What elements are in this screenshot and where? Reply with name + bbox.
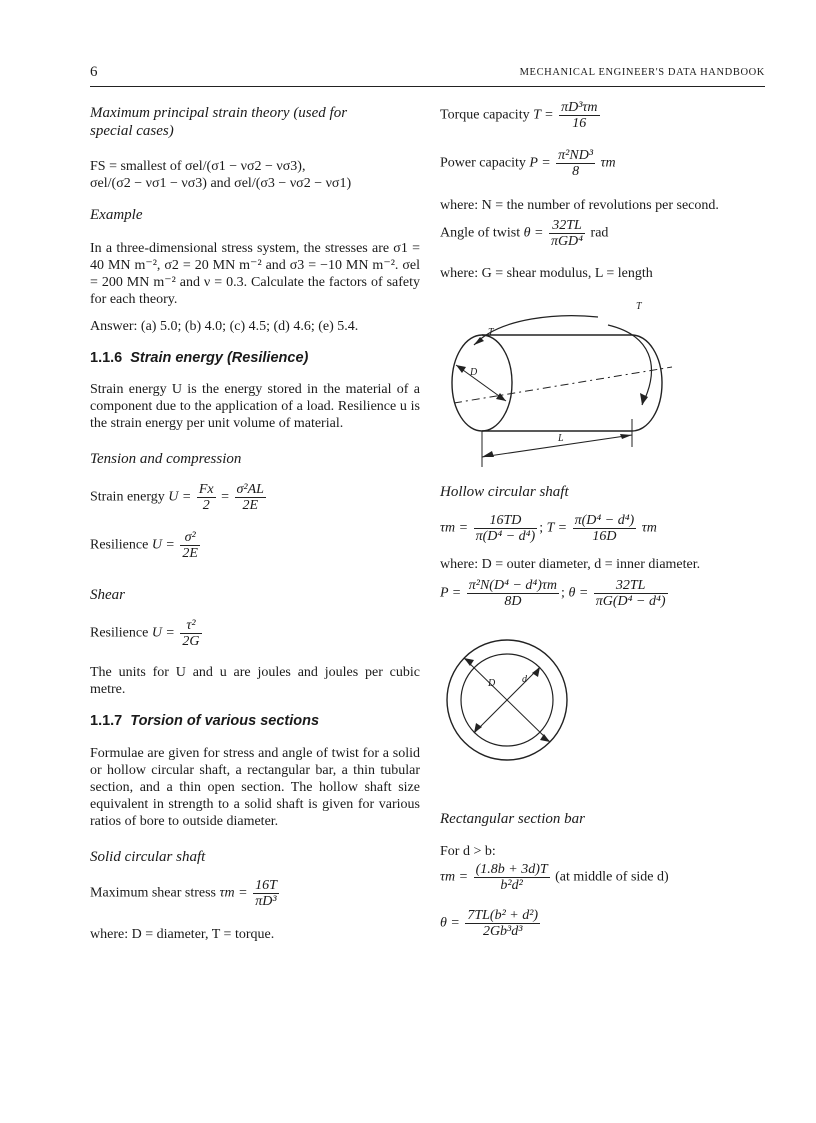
rect-stress-formula bbox=[440, 862, 770, 893]
shear-heading: Shear bbox=[90, 587, 125, 603]
power-label: Power capacity bbox=[440, 155, 526, 171]
hollow-f1-fraction: $\frac{16TD}{\text{π(D⁴ − d⁴)}}$ bbox=[475, 513, 536, 544]
section-1-1-7-heading bbox=[90, 713, 319, 730]
section-1-1-6-heading bbox=[90, 350, 308, 367]
diameter-arrow-top bbox=[456, 365, 466, 373]
diameter-arrow-bottom bbox=[496, 393, 506, 401]
hollow-sep2: ; bbox=[561, 585, 565, 601]
solid-shaft-where: where: D = diameter, T = torque. bbox=[90, 927, 275, 942]
se-fraction-2: $\frac{\text{σ²AL}}{2E}$ bbox=[236, 482, 264, 513]
running-title: MECHANICAL ENGINEER'S DATA HANDBOOK bbox=[519, 67, 765, 78]
section-number: 1.1.7 bbox=[90, 713, 123, 729]
shaft-far-end bbox=[632, 335, 662, 431]
twist-lhs: θ = bbox=[523, 225, 544, 241]
resilience-tension-formula bbox=[90, 530, 420, 561]
res-label: Resilience bbox=[90, 625, 149, 641]
shaft-end-ellipse bbox=[452, 335, 512, 431]
rect-t-lhs: τm = bbox=[440, 869, 469, 885]
page-header bbox=[90, 62, 765, 87]
tension-heading: Tension and compression bbox=[90, 451, 242, 467]
example-heading: Example bbox=[90, 207, 143, 223]
torque-lhs: T = bbox=[533, 107, 554, 123]
hollow-f2-fraction: $\frac{\text{π(D⁴ − d⁴)}}{16D}$ bbox=[574, 513, 635, 544]
torsion-text: Formulae are given for stress and angle of twist for a solid or hollow circular shaft, a rectangular bar, a thin tubular section, and a thin open section. The hollow shaft size equivalent in strength to a solid shaft is given for various ratios of bore to outside diameter. bbox=[90, 746, 420, 829]
where-g: where: G = shear modulus, L = length bbox=[440, 266, 653, 281]
inner-arrow-b bbox=[474, 723, 482, 733]
hollow-th-lhs: θ = bbox=[568, 585, 589, 601]
res-lhs: U = bbox=[151, 625, 175, 641]
length-dim-line bbox=[482, 435, 632, 457]
max-shear-stress-formula bbox=[90, 878, 420, 909]
torque-capacity-formula bbox=[440, 100, 770, 131]
strain-energy-formula bbox=[90, 482, 420, 513]
hollow-sep1: ; bbox=[539, 520, 544, 536]
power-capacity-formula bbox=[440, 148, 770, 179]
twist-fraction: $\frac{32TL}{\text{πGD⁴}}$ bbox=[550, 218, 584, 249]
res-fraction: $\frac{\text{τ²}}{2G}$ bbox=[182, 618, 200, 649]
hollow-shaft-heading: Hollow circular shaft bbox=[440, 484, 569, 500]
se-equals: = bbox=[221, 489, 230, 505]
res-fraction: $\frac{\text{σ²}}{2E}$ bbox=[182, 530, 198, 561]
se-label: Strain energy bbox=[90, 489, 165, 505]
where-n: where: N = the number of revolutions per second. bbox=[440, 198, 719, 213]
section-title: Torsion of various sections bbox=[130, 713, 320, 729]
example-text: In a three-dimensional stress system, the stresses are σ1 = 40 MN m⁻², σ2 = 20 MN m⁻² and σ3 = −10 MN m⁻². σel = 200 MN m⁻² and ν = 0.3. Calculate the factors of safety for each theory. bbox=[90, 241, 420, 307]
outer-diameter-label: D bbox=[488, 678, 496, 689]
torque-label: Torque capacity bbox=[440, 107, 530, 123]
mss-fraction: $\frac{16T}{\text{πD³}}$ bbox=[255, 878, 277, 909]
hollow-f2-lhs: T = bbox=[546, 520, 568, 536]
power-tail: τm bbox=[600, 155, 616, 171]
power-lhs: P = bbox=[529, 155, 551, 171]
units-text: The units for U and u are joules and joules per cubic metre. bbox=[90, 665, 420, 697]
length-arrow-right bbox=[620, 434, 632, 439]
torque-arc-right bbox=[608, 325, 651, 405]
hollow-th-fraction: $\frac{32TL}{\text{πG(D⁴ − d⁴)}}$ bbox=[595, 578, 666, 609]
outer-arrow-a bbox=[464, 658, 474, 666]
outer-arrow-b bbox=[540, 734, 550, 742]
resilience-shear-formula bbox=[90, 618, 420, 649]
section-number: 1.1.6 bbox=[90, 350, 123, 366]
inner-diameter-label: d bbox=[522, 674, 527, 685]
torque-fraction: $\frac{\text{πD³τm}}{16}$ bbox=[561, 100, 598, 131]
rect-th-lhs: θ = bbox=[440, 915, 460, 931]
hollow-p-lhs: P = bbox=[440, 585, 462, 601]
hollow-power-formula bbox=[440, 578, 770, 609]
se-lhs: U = bbox=[168, 489, 192, 505]
torque-label-left: T bbox=[488, 327, 494, 338]
hollow-f1-lhs: τm = bbox=[440, 520, 469, 536]
se-fraction-1: $\frac{Fx}{2}$ bbox=[198, 482, 214, 513]
mss-label: Maximum shear stress bbox=[90, 885, 216, 901]
angle-of-twist-formula bbox=[440, 218, 770, 249]
shaft-centre-line bbox=[454, 367, 672, 403]
twist-unit: rad bbox=[590, 225, 609, 241]
strain-energy-text: Strain energy U is the energy stored in the material of a component due to the application of a load. Resilience u is the strain energy per unit volume of material. bbox=[90, 382, 420, 431]
diameter-label: D bbox=[470, 367, 478, 378]
rect-t-fraction: $\frac{(1.8b + 3d)T}{\text{b²d²}}$ bbox=[475, 862, 548, 893]
length-arrow-left bbox=[482, 451, 494, 457]
hollow-p-fraction: $\frac{\text{π²N(D⁴ − d⁴)τm}}{8D}$ bbox=[468, 578, 558, 609]
inner-arrow-a bbox=[532, 667, 540, 677]
solid-shaft-heading: Solid circular shaft bbox=[90, 849, 206, 865]
hollow-f2-tail: τm bbox=[641, 520, 657, 536]
twist-label: Angle of twist bbox=[440, 225, 521, 241]
hollow-where: where: D = outer diameter, d = inner diameter. bbox=[440, 557, 701, 572]
res-label: Resilience bbox=[90, 537, 149, 553]
solid-shaft-figure bbox=[440, 295, 680, 470]
rect-condition: For d > b: bbox=[440, 844, 496, 859]
rect-th-fraction: $\frac{\text{7TL(b² + d²)}}{\text{2Gb³d³}}$ bbox=[467, 908, 539, 939]
rect-heading: Rectangular section bar bbox=[440, 811, 585, 827]
hollow-stress-formula bbox=[440, 513, 770, 544]
page-number: 6 bbox=[90, 64, 98, 80]
fs-line-2: σel/(σ2 − νσ1 − νσ3) and σel/(σ3 − νσ2 − νσ1) bbox=[90, 176, 352, 191]
rect-twist-formula bbox=[440, 908, 770, 939]
length-label: L bbox=[558, 433, 564, 444]
strain-theory-heading: Maximum principal strain theory (used for special cases) bbox=[90, 105, 348, 139]
mss-lhs: τm = bbox=[219, 885, 248, 901]
hollow-shaft-figure bbox=[440, 630, 580, 770]
res-lhs: U = bbox=[151, 537, 175, 553]
torque-label-top: T bbox=[636, 301, 642, 312]
rect-t-note: (at middle of side d) bbox=[555, 869, 669, 885]
example-answer: Answer: (a) 5.0; (b) 4.0; (c) 4.5; (d) 4.6; (e) 5.4. bbox=[90, 319, 359, 334]
power-fraction: $\frac{\text{π²ND³}}{8}$ bbox=[558, 148, 594, 179]
fs-line-1: FS = smallest of σel/(σ1 − νσ2 − νσ3), bbox=[90, 159, 306, 174]
section-title: Strain energy (Resilience) bbox=[130, 350, 309, 366]
